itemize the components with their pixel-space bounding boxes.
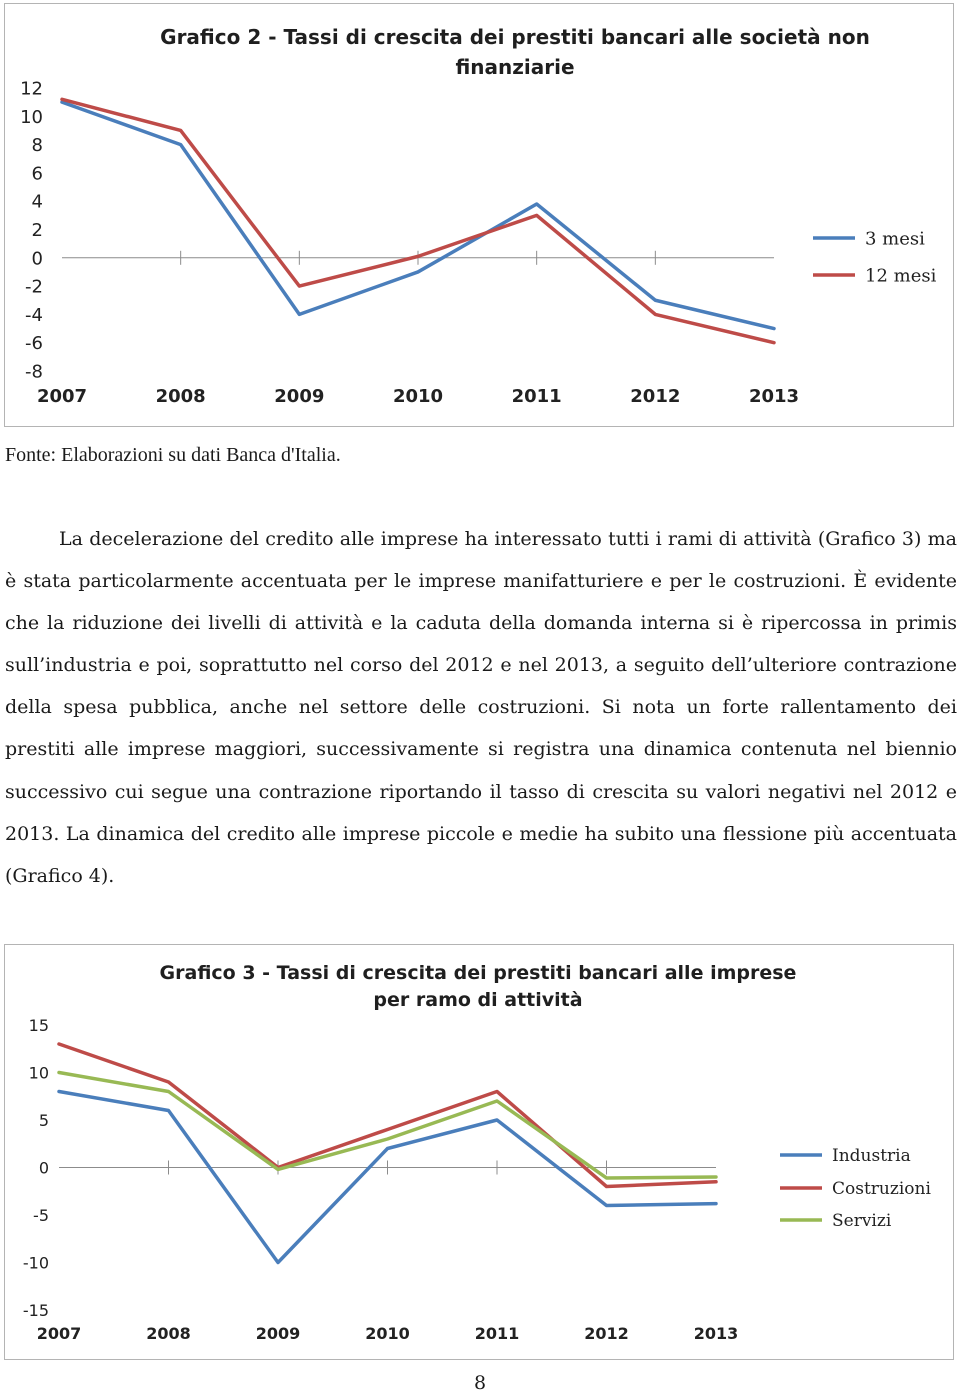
- chart-grafico-3-svg: [5, 945, 955, 1361]
- grafico-3-y-tick-label: 10: [28, 1063, 49, 1083]
- grafico-3-title-line-1: Grafico 3 - Tassi di crescita dei prestiti bancari alle imprese: [159, 962, 797, 984]
- body-text: [5, 518, 957, 897]
- chart-grafico-3: [4, 944, 954, 1360]
- grafico-3-x-tick-label: 2010: [365, 1324, 410, 1343]
- grafico-2-series-line-12-mesi: [62, 99, 774, 342]
- grafico-2-x-tick-label: 2007: [36, 386, 88, 407]
- grafico-3-y-tick-label: 5: [38, 1110, 49, 1130]
- grafico-2-x-tick-label: 2013: [748, 386, 800, 407]
- grafico-3-legend-label: Industria: [832, 1146, 911, 1167]
- grafico-3-y-tick-label: 15: [28, 1015, 49, 1035]
- grafico-2-y-tick-label: -8: [25, 361, 43, 383]
- grafico-3-x-tick-label: 2008: [146, 1324, 191, 1343]
- page-number: 8: [473, 1372, 487, 1394]
- grafico-2-title-line-2: finanziarie: [455, 55, 575, 79]
- grafico-2-x-tick-label: 2009: [274, 386, 325, 407]
- grafico-2-y-tick-label: 12: [20, 78, 43, 100]
- grafico-2-y-tick-label: 2: [31, 219, 43, 241]
- grafico-3-x-tick-label: 2007: [36, 1324, 82, 1343]
- grafico-3-legend-label: Servizi: [832, 1211, 892, 1232]
- grafico-2-x-tick-label: 2012: [630, 386, 681, 407]
- grafico-2-x-tick-label: 2008: [155, 386, 206, 407]
- paragraph: La decelerazione del credito alle imprese ha interessato tutti i rami di attività (Grafico 3) ma è stata particolarmente accentuata per le imprese manifatturiere e per le costruzioni. È evidente che la riduzione dei livelli di attività e la caduta della domanda interna si è ripercossa in primis sull’industria e poi, soprattutto nel corso del 2012 e nel 2013, a seguito dell’ulteriore contrazione della spesa pubblica, anche nel settore delle costruzioni. Si nota un forte rallentamento dei prestiti alle imprese maggiori, successivamente si registra una dinamica contenuta nel biennio successivo cui segue una contrazione riportando il tasso di crescita su valori negativi nel 2012 e 2013. La dinamica del credito alle imprese piccole e medie ha subito una flessione più accentuata (Grafico 4).: [5, 528, 957, 887]
- grafico-2-y-tick-label: 4: [31, 191, 43, 213]
- grafico-2-legend-label: 12 mesi: [865, 265, 937, 287]
- grafico-2-y-tick-label: 8: [31, 135, 43, 157]
- grafico-2-x-tick-label: 2010: [392, 386, 444, 407]
- grafico-3-y-tick-label: -5: [33, 1205, 49, 1225]
- grafico-2-y-tick-label: 10: [20, 106, 43, 128]
- grafico-2-y-tick-label: 0: [31, 248, 43, 270]
- grafico-3-x-tick-label: 2011: [474, 1324, 520, 1343]
- grafico-3-legend-label: Costruzioni: [832, 1179, 931, 1200]
- grafico-2-y-tick-label: -4: [25, 304, 43, 326]
- grafico-2-series-line-3-mesi: [62, 102, 774, 328]
- chart-grafico-2-svg: [5, 4, 955, 428]
- grafico-3-x-tick-label: 2013: [693, 1324, 739, 1343]
- grafico-2-y-tick-label: 6: [31, 163, 43, 185]
- grafico-3-x-tick-label: 2012: [584, 1324, 629, 1343]
- grafico-3-y-tick-label: -10: [22, 1253, 49, 1273]
- grafico-2-x-tick-label: 2011: [511, 386, 562, 407]
- grafico-3-y-tick-label: -15: [22, 1300, 49, 1320]
- grafico-2-y-tick-label: -2: [25, 276, 43, 298]
- grafico-2-legend-label: 3 mesi: [865, 228, 925, 250]
- grafico-3-x-tick-label: 2009: [255, 1324, 301, 1343]
- grafico-2-y-tick-label: -6: [25, 333, 43, 355]
- grafico-3-y-tick-label: 0: [38, 1158, 49, 1178]
- grafico-3-title-line-2: per ramo di attività: [373, 989, 583, 1011]
- chart-grafico-2: [4, 3, 954, 427]
- grafico-2-title-line-1: Grafico 2 - Tassi di crescita dei prestiti bancari alle società non: [160, 25, 870, 49]
- source-note: Fonte: Elaborazioni su dati Banca d'Italia.: [5, 444, 341, 466]
